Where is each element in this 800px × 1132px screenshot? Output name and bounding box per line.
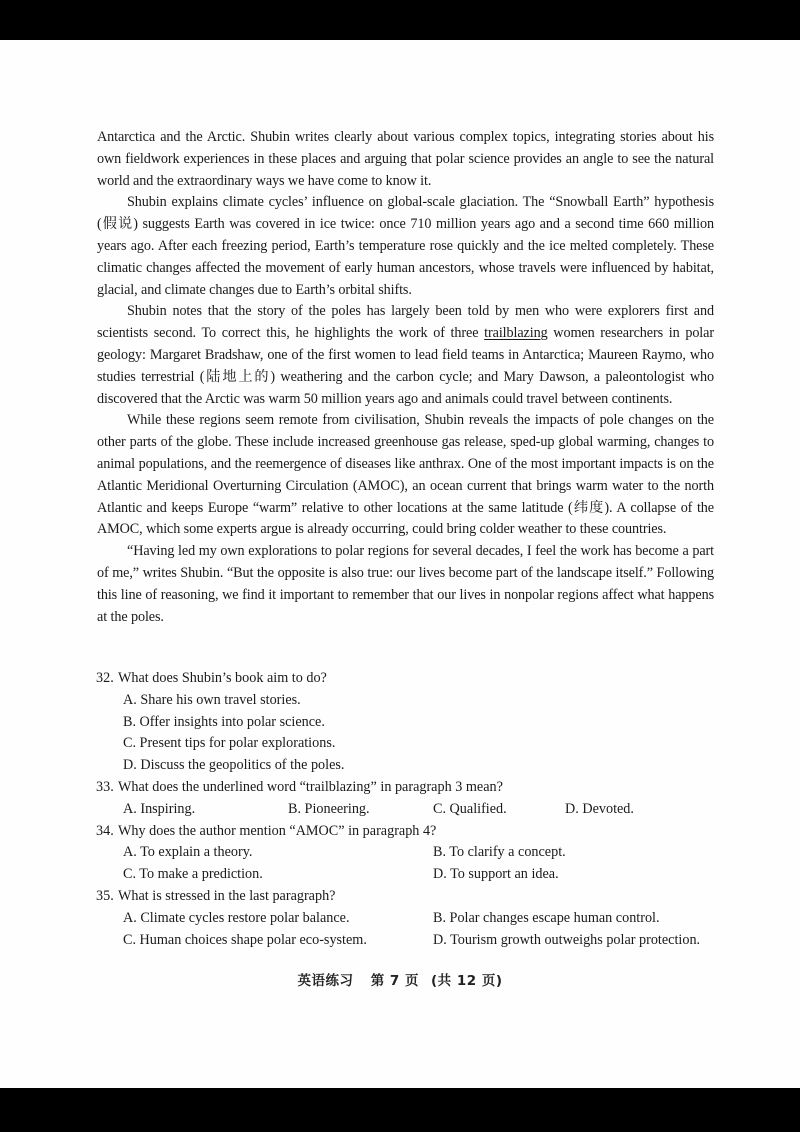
page-footer bbox=[0, 969, 800, 989]
option-c: C. Human choices shape polar eco-system. bbox=[123, 931, 367, 948]
passage-paragraph-3 bbox=[97, 301, 714, 410]
option-b: B. To clarify a concept. bbox=[433, 844, 566, 861]
question-35 bbox=[96, 886, 716, 951]
question-stem: What does Shubin’s book aim to do? bbox=[118, 670, 327, 686]
option-d: D. Devoted. bbox=[565, 800, 634, 817]
question-number: 35. bbox=[96, 887, 114, 904]
question-32 bbox=[96, 668, 716, 777]
option-d: D. Tourism growth outweighs polar protection. bbox=[433, 931, 701, 948]
option-a: A. Climate cycles restore polar balance. bbox=[123, 909, 350, 926]
option-c: C. Present tips for polar explorations. bbox=[123, 735, 336, 752]
top-black-bar bbox=[0, 0, 800, 40]
question-33 bbox=[96, 777, 716, 821]
question-number: 32. bbox=[96, 670, 114, 686]
reading-passage bbox=[97, 127, 714, 628]
passage-paragraph-5: “Having led my own explorations to polar regions for several decades, I feel the work has become a part of me,” writes Shubin. “But the opposite is also true: our lives become part of the landscape itself.” Following this line of reasoning, we find it important to remember that our lives in nonpolar regions affect what happens at the poles. bbox=[97, 543, 714, 625]
option-a: A. Share his own travel stories. bbox=[123, 691, 301, 708]
passage-paragraph-4: While these regions seem remote from civilisation, Shubin reveals the impacts of pole changes on the other parts of the globe. These include increased greenhouse gas release, sped-up global warming, changes to animal populations, and the reemergence of diseases like anthrax. One of the most important impacts is on the Atlantic Meridional Overturning Circulation (AMOC), an ocean current that brings warm water to the north Atlantic and keeps Europe “warm” relative to other locations at the same latitude (纬度). A collapse of the AMOC, which some experts argue is already occurring, could bring colder weather to these countries. bbox=[97, 412, 714, 538]
bottom-black-bar bbox=[0, 1088, 800, 1132]
question-number: 33. bbox=[96, 778, 114, 795]
option-d: D. To support an idea. bbox=[433, 866, 559, 883]
option-b: B. Offer insights into polar science. bbox=[123, 713, 325, 730]
option-b: B. Polar changes escape human control. bbox=[433, 909, 660, 926]
question-stem: What does the underlined word “trailblazing” in paragraph 3 mean? bbox=[118, 778, 503, 795]
question-stem: Why does the author mention “AMOC” in paragraph 4? bbox=[118, 822, 437, 839]
paragraph-3-part-1: Shubin notes that the story of the poles has largely been told by men who were explorers first and scientists second. To correct this, he highlights the work of three bbox=[97, 303, 714, 342]
option-a: A. To explain a theory. bbox=[123, 844, 253, 861]
option-a: A. Inspiring. bbox=[123, 800, 196, 817]
option-c: C. Qualified. bbox=[433, 800, 507, 817]
question-number: 34. bbox=[96, 822, 114, 839]
passage-paragraph-1: Antarctica and the Arctic. Shubin writes clearly about various complex topics, integrating stories about his own fieldwork experiences in these places and arguing that polar science provides an angle to see the natural world and the extraordinary ways we have come to know it. bbox=[97, 129, 714, 189]
passage-paragraph-2: Shubin explains climate cycles’ influence on global-scale glaciation. The “Snowball Earth” hypothesis (假说) suggests Earth was covered in ice twice: once 710 million years ago and a second time 660 million years ago. After each freezing period, Earth’s temperature rose quickly and the ice melted completely. These climatic changes affected the movement of early human ancestors, whose travels were influenced by habitat, glacial, and climate changes due to Earth’s orbital shifts. bbox=[97, 194, 714, 298]
footer-subject: 英语练习 bbox=[297, 973, 354, 989]
option-c: C. To make a prediction. bbox=[123, 866, 263, 883]
question-stem: What is stressed in the last paragraph? bbox=[118, 887, 336, 904]
footer-total-pages: (共 12 页) bbox=[430, 973, 503, 989]
underlined-word-trailblazing: trailblazing bbox=[484, 325, 548, 342]
footer-page-number: 第 7 页 bbox=[370, 973, 419, 989]
option-b: B. Pioneering. bbox=[288, 800, 370, 817]
question-list bbox=[96, 668, 716, 951]
question-34 bbox=[96, 821, 716, 886]
option-d: D. Discuss the geopolitics of the poles. bbox=[123, 757, 345, 774]
paragraph-3-part-2: women researchers in polar geology: Margaret Bradshaw, one of the first women to lead field teams in Antarctica; Maureen Raymo, who studies terrestrial (陆地上的) weathering and the carbon cycle; and Mary Dawson, a paleontologist who discovered that the Arctic was warm 50 million years ago and animals could travel between continents. bbox=[97, 325, 714, 407]
